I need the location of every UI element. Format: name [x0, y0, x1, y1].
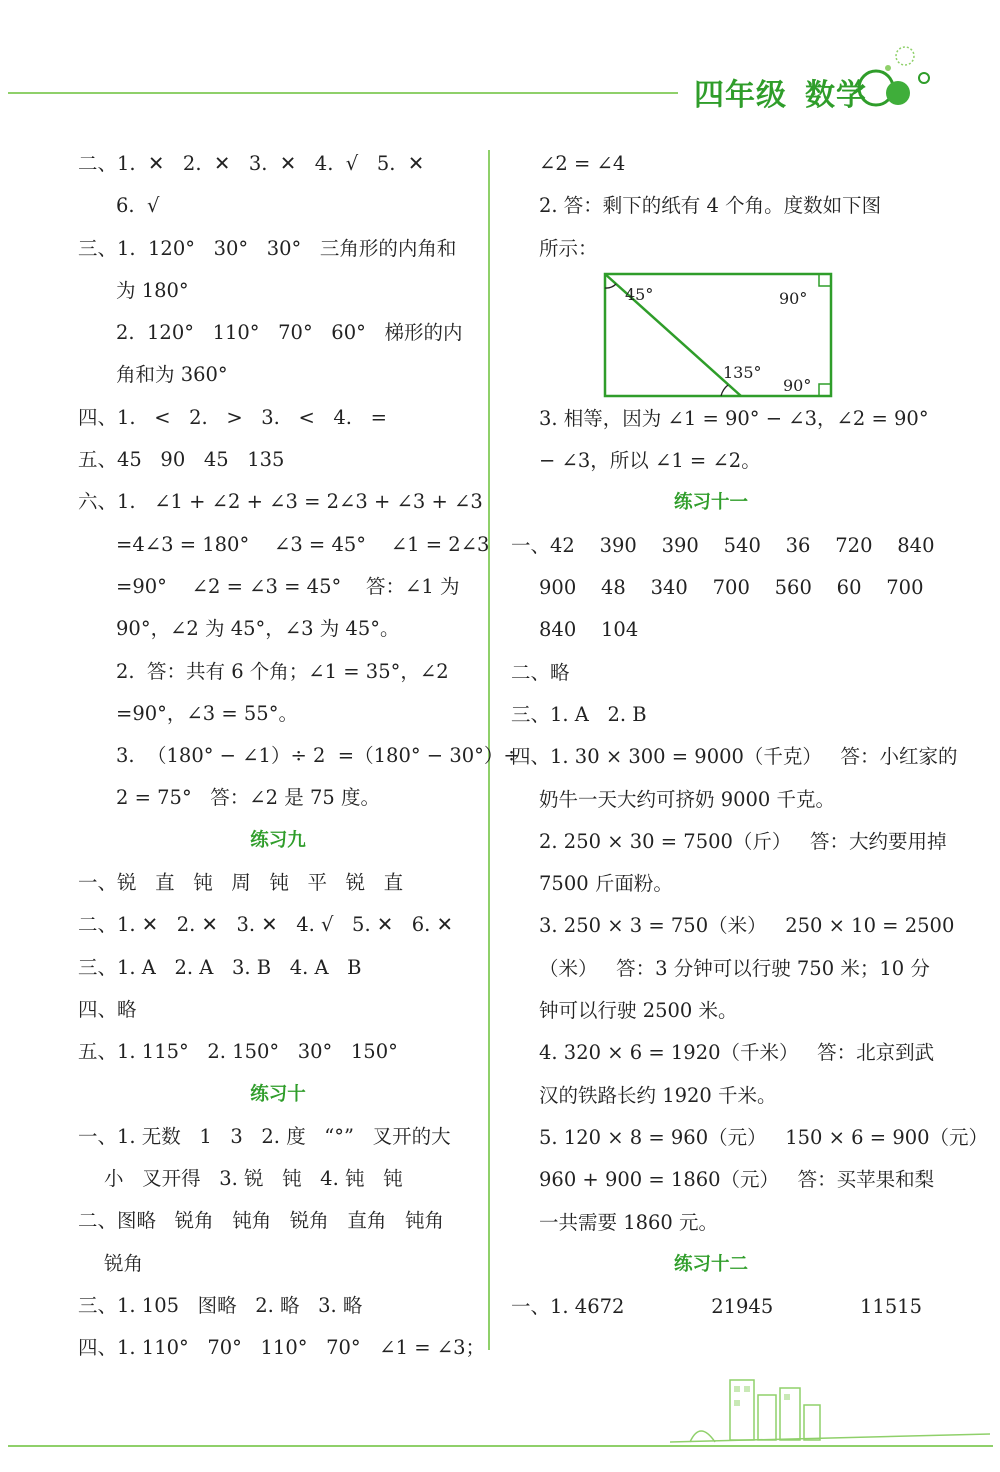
answer-line: − ∠3，所以 ∠1 = ∠2。: [539, 449, 761, 473]
answer-line: 一、42 390 390 540 36 720 840: [511, 533, 935, 557]
answer-line: 四、1. 30 × 300 = 9000（千克） 答：小红家的: [511, 745, 958, 769]
answer-line: =4∠3 = 180° ∠3 = 45° ∠1 = 2∠3: [116, 532, 490, 556]
answer-line: （米） 答：3 分钟可以行驶 750 米；10 分: [539, 956, 930, 980]
answer-line: 一、锐 直 钝 周 钝 平 锐 直: [78, 871, 404, 895]
right-column: [511, 143, 989, 1328]
answer-line: 二、图略 锐角 钝角 锐角 直角 钝角: [78, 1209, 444, 1233]
answer-line: =90° ∠2 = ∠3 = 45° 答：∠1 为: [116, 574, 460, 598]
answer-line: 汉的铁路长约 1920 千米。: [539, 1083, 777, 1107]
answer-line: 90°，∠2 为 45°，∠3 为 45°。: [116, 617, 400, 641]
answer-line: 6. √: [116, 194, 160, 218]
answer-line: 7500 斤面粉。: [539, 872, 673, 896]
answer-line: 900 48 340 700 560 60 700: [539, 576, 924, 600]
section-heading: 练习十一: [673, 492, 748, 514]
answer-line: 角和为 360°: [116, 363, 228, 387]
answer-line: 2. 250 × 30 = 7500（斤） 答：大约要用掉: [539, 829, 947, 853]
answer-line: 一共需要 1860 元。: [539, 1210, 719, 1234]
answer-line: 960 + 900 = 1860（元） 答：买苹果和梨: [539, 1168, 935, 1192]
answer-line: =90°，∠3 = 55°。: [116, 701, 298, 725]
answer-line: 5. 120 × 8 = 960（元） 150 × 6 = 900（元）: [539, 1125, 989, 1149]
answer-line: 二、1. ✕ 2. ✕ 3. ✕ 4. √ 5. ✕ 6. ✕: [78, 913, 453, 937]
answer-line: 六、1. ∠1 + ∠2 + ∠3 = 2∠3 + ∠3 + ∠3: [78, 490, 483, 514]
answer-line: 小 叉开得 3. 锐 钝 4. 钝 钝: [104, 1167, 403, 1191]
answer-line: 3. （180° − ∠1）÷ 2 =（180° − 30°）÷: [116, 744, 520, 768]
answer-line: 二、略: [511, 660, 570, 684]
section-heading: 练习十: [250, 1083, 306, 1105]
answer-line: 三、1. 105 图略 2. 略 3. 略: [78, 1294, 363, 1318]
answer-line: 为 180°: [116, 278, 189, 302]
answer-line: 2. 答：共有 6 个角；∠1 = 35°，∠2: [116, 659, 449, 683]
section-heading: 练习十二: [673, 1253, 748, 1275]
right-column-top: [511, 143, 911, 270]
right-column-bottom: [511, 398, 989, 1329]
footer-rule: [8, 1445, 993, 1447]
rectangle-diagram: [511, 270, 911, 398]
header-title: [694, 70, 867, 114]
angle-label-90-top: 90°: [779, 288, 808, 308]
angle-label-90-bottom: 90°: [783, 375, 812, 395]
answer-line: 2 = 75° 答：∠2 是 75 度。: [116, 786, 380, 810]
answer-line: 锐角: [104, 1251, 144, 1275]
answer-line: 2. 答：剩下的纸有 4 个角。度数如下图: [539, 194, 882, 218]
answer-line: 三、1. 120° 30° 30° 三角形的内角和: [78, 236, 457, 260]
answer-line: 奶牛一天大约可挤奶 9000 千克。: [539, 787, 836, 811]
answer-line: 二、1. ✕ 2. ✕ 3. ✕ 4. √ 5. ✕: [78, 152, 425, 175]
angle-label-45: 45°: [625, 284, 654, 304]
answer-line: 四、略: [78, 997, 137, 1021]
answer-line: 4. 320 × 6 = 1920（千米） 答：北京到武: [539, 1041, 935, 1065]
rectangle-figure: [603, 270, 835, 398]
answer-line: 三、1. A 2. B: [511, 702, 647, 726]
answer-line: 五、1. 115° 2. 150° 30° 150°: [78, 1040, 398, 1064]
subject-label: 数学: [805, 78, 867, 113]
angle-label-135: 135°: [723, 362, 762, 382]
answer-line: 3. 相等，因为 ∠1 = 90° − ∠3，∠2 = 90°: [539, 406, 929, 430]
answer-line: 一、1. 4672 21945 11515: [511, 1295, 923, 1319]
answer-line: 钟可以行驶 2500 米。: [539, 999, 738, 1023]
answer-line: 840 104: [539, 618, 639, 642]
city-skyline-decoration: [670, 1360, 990, 1450]
section-heading: 练习九: [250, 829, 306, 851]
answer-line: 四、1. < 2. > 3. < 4. =: [78, 405, 387, 429]
answer-line: 3. 250 × 3 = 750（米） 250 × 10 = 2500: [539, 914, 955, 938]
answer-line: 三、1. A 2. A 3. B 4. A B: [78, 955, 362, 979]
answer-line: 2. 120° 110° 70° 60° 梯形的内: [116, 321, 463, 345]
left-column: [78, 143, 520, 1370]
answer-line: 五、45 90 45 135: [78, 448, 285, 472]
answer-line: 所示：: [539, 236, 598, 260]
answer-line: ∠2 = ∠4: [539, 152, 626, 175]
bubble-decoration-icon: [848, 38, 938, 110]
answer-line: 一、1. 无数 1 3 2. 度 “°” 叉开的大: [78, 1124, 451, 1148]
answer-line: 四、1. 110° 70° 110° 70° ∠1 = ∠3；: [78, 1336, 485, 1360]
header-rule: [8, 92, 678, 94]
grade-label: 四年级: [694, 78, 787, 113]
